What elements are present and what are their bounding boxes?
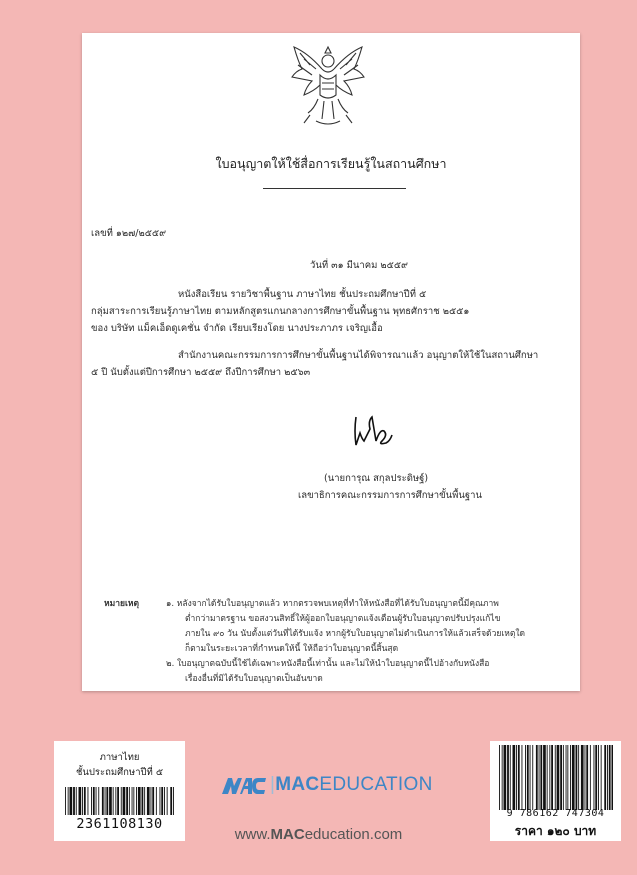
book-line-2: กลุ่มสาระการเรียนรู้ภาษาไทย ตามหลักสูตรแกนกลางการศึกษาขั้นพื้นฐาน พุทธศักราช ๒๕๕๑ <box>91 306 470 317</box>
isbn-barcode-icon <box>498 745 613 810</box>
note-line: ก็ตามในระยะเวลาที่กำหนดให้นี้ ให้ถือว่าใบอนุญาตนี้สิ้นสุด <box>185 644 399 654</box>
title-underline <box>263 188 406 189</box>
website-domain: education.com <box>304 826 403 843</box>
note-line: ต่ำกว่ามาตรฐาน ขอสงวนสิทธิ์ให้ผู้ออกใบอนุญาตแจ้งเตือนผู้รับใบอนุญาตปรับปรุงแก้ไข <box>185 614 501 624</box>
mac-logo-icon <box>222 776 266 794</box>
book-line-1: หนังสือเรียน รายวิชาพื้นฐาน ภาษาไทย ชั้นประถมศึกษาปีที่ ๕ <box>178 289 427 300</box>
website-brand: MAC <box>270 826 305 843</box>
signature-icon <box>348 411 398 451</box>
logo-prefix: MAC <box>275 774 320 795</box>
note-label: หมายเหตุ <box>104 599 139 609</box>
isbn-price-label <box>490 741 621 841</box>
document-date: วันที่ ๓๑ มีนาคม ๒๕๕๙ <box>310 260 408 271</box>
isbn-number: 9 786162 747304 <box>506 808 605 819</box>
signer-title: เลขาธิการคณะกรรมการการศึกษาขั้นพื้นฐาน <box>298 490 482 501</box>
document-title: ใบอนุญาตให้ใช้สื่อการเรียนรู้ในสถานศึกษา <box>215 156 447 171</box>
note-line: เรื่องอื่นที่มิได้รับใบอนุญาตเป็นอันขาด <box>185 674 323 684</box>
approval-line-1: สำนักงานคณะกรรมการการศึกษาขั้นพื้นฐานได้พิจารณาแล้ว อนุญาตให้ใช้ในสถานศึกษา <box>178 350 539 361</box>
note-line: ภายใน ๙๐ วัน นับตั้งแต่วันที่ได้รับแจ้ง หากผู้รับใบอนุญาตไม่ดำเนินการให้แล้วเสร็จด้วยเหตุใด <box>185 629 526 639</box>
signer-name: (นายการุณ สกุลประดิษฐ์) <box>324 473 429 484</box>
price-text: ราคา ๑๒๐ บาท <box>514 824 597 838</box>
document-number: เลขที่ ๑๒๗/๒๕๕๙ <box>91 228 167 239</box>
grade-level: ชั้นประถมศึกษาปีที่ ๕ <box>75 767 164 778</box>
product-code: 2361108130 <box>76 816 163 832</box>
note-line: ๒. ใบอนุญาตฉบับนี้ใช้ได้เฉพาะหนังสือนี้เท่านั้น และไม่ให้นำใบอนุญาตนี้ไปอ้างกับหนังสือ <box>166 659 490 669</box>
book-line-3: ของ บริษัท แม็คเอ็ดดูเคชั่น จำกัด เรียบเรียงโดย นางประภาภร เจริญเอื้อ <box>91 323 383 334</box>
garuda-emblem-icon <box>288 39 368 129</box>
barcode-icon <box>64 787 175 815</box>
website-prefix: www. <box>234 826 271 843</box>
license-document <box>82 33 580 691</box>
subject-name: ภาษาไทย <box>99 752 140 763</box>
note-line: ๑. หลังจากได้รับใบอนุญาตแล้ว หากตรวจพบเหตุที่ทำให้หนังสือที่ได้รับใบอนุญาตนี้มีคุณภาพ <box>166 599 499 609</box>
logo-suffix: EDUCATION <box>319 774 433 795</box>
approval-line-2: ๕ ปี นับตั้งแต่ปีการศึกษา ๒๕๕๙ ถึงปีการศึกษา ๒๕๖๓ <box>91 367 311 378</box>
logo-wordmark: |MACEDUCATION <box>270 774 433 795</box>
